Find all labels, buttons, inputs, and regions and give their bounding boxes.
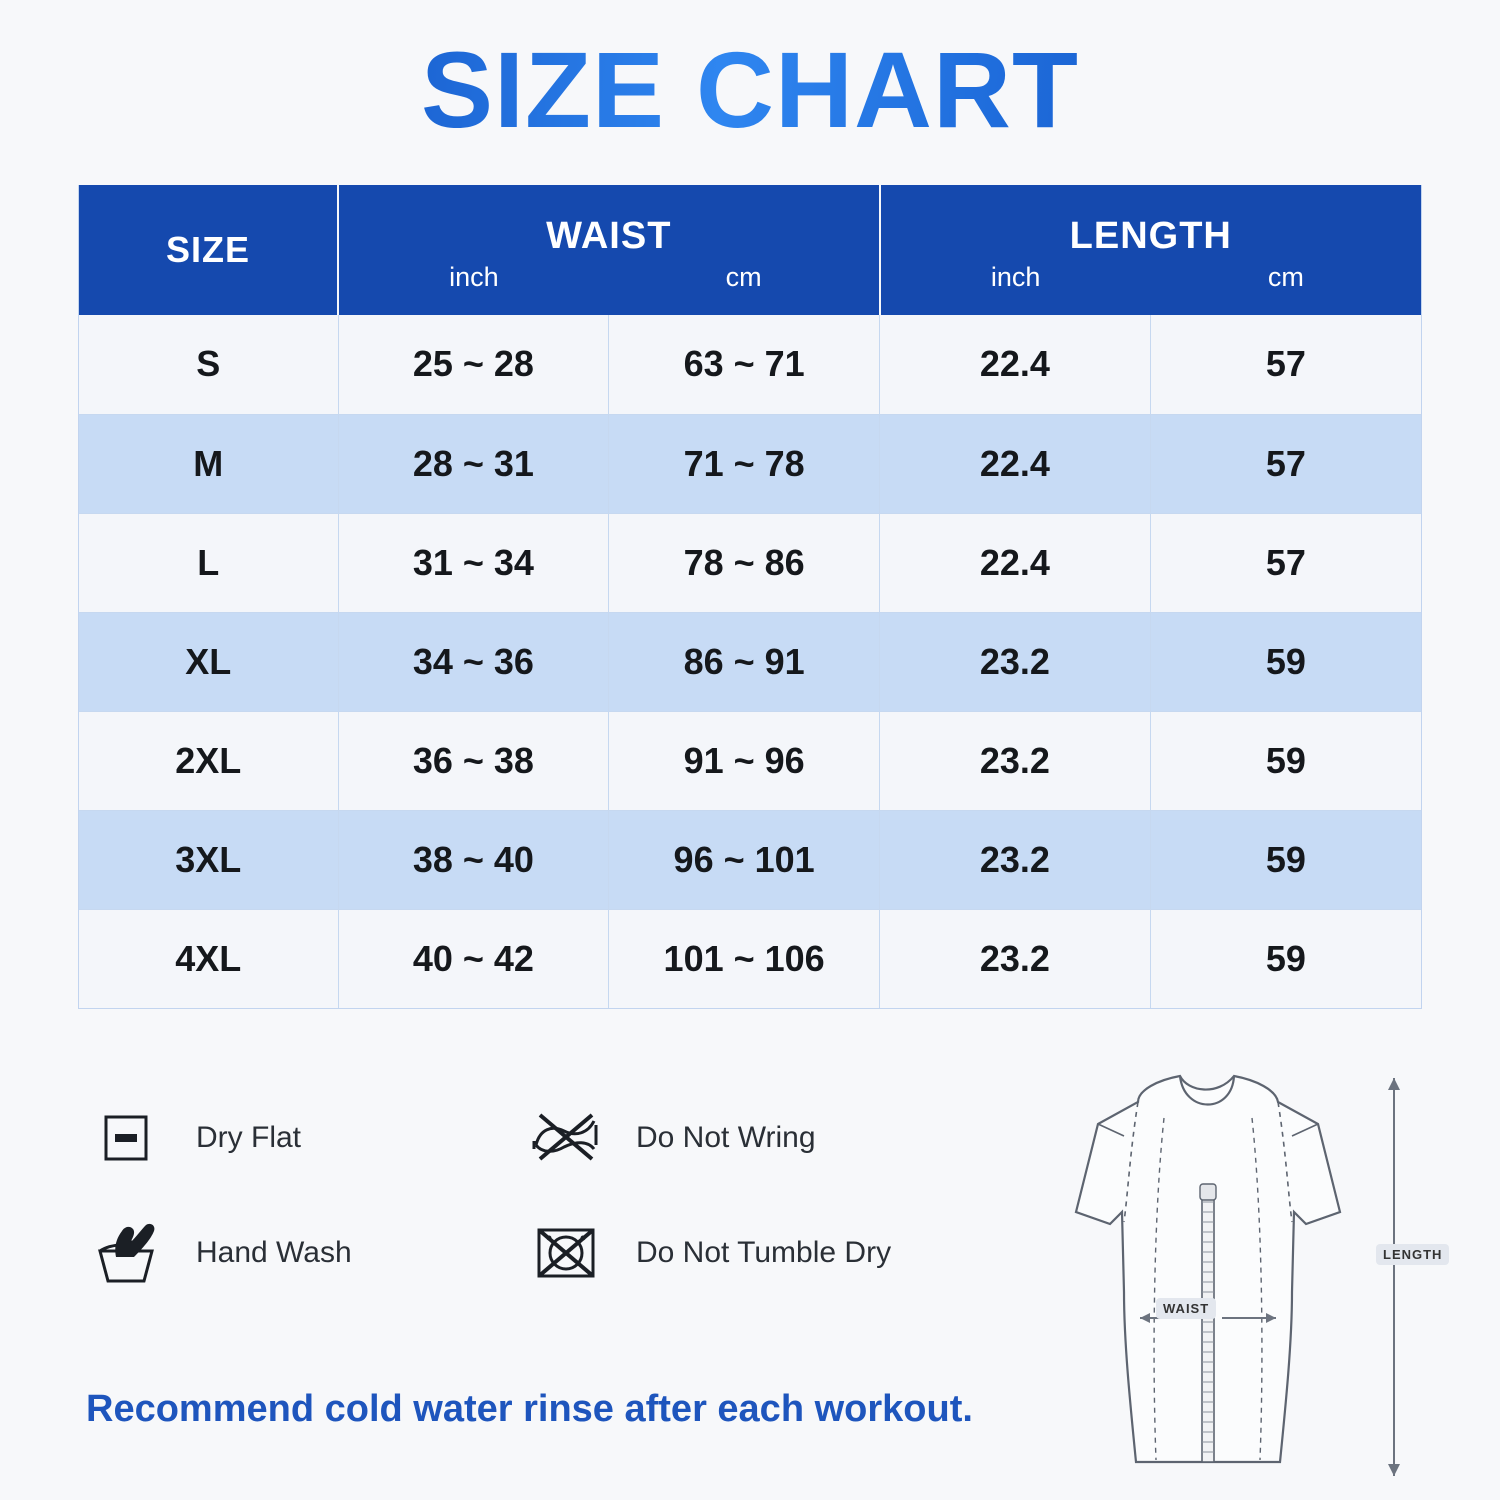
care-item-hand-wash — [78, 1217, 518, 1289]
cell-length-cm: 59 — [1150, 711, 1421, 810]
cell-waist-inch: 34 ~ 36 — [338, 612, 609, 711]
cell-size: 2XL — [79, 711, 338, 810]
care-row — [78, 1217, 958, 1289]
cell-waist-cm: 63 ~ 71 — [609, 315, 880, 414]
cell-length-cm: 57 — [1150, 513, 1421, 612]
care-item-do-not-wring — [518, 1105, 958, 1171]
cell-length-inch: 23.2 — [880, 711, 1151, 810]
column-header-size: SIZE — [79, 185, 338, 315]
length-unit-cm: cm — [1267, 262, 1304, 292]
waist-unit-cm: cm — [725, 262, 762, 292]
cell-length-cm: 57 — [1150, 414, 1421, 513]
table-row — [79, 711, 1421, 810]
cell-waist-inch: 25 ~ 28 — [338, 315, 609, 414]
cell-length-inch: 22.4 — [880, 513, 1151, 612]
waist-group-title: WAIST — [546, 215, 672, 257]
length-group-title: LENGTH — [1069, 215, 1232, 257]
table-row — [79, 513, 1421, 612]
cell-size: 4XL — [79, 909, 338, 1008]
cell-length-inch: 22.4 — [880, 414, 1151, 513]
cell-waist-inch: 28 ~ 31 — [338, 414, 609, 513]
cell-waist-cm: 101 ~ 106 — [609, 909, 880, 1008]
care-label: Hand Wash — [196, 1236, 352, 1269]
care-item-do-not-tumble-dry — [518, 1218, 958, 1288]
cell-size: XL — [79, 612, 338, 711]
waist-units — [339, 262, 879, 315]
size-chart-table — [79, 185, 1421, 1008]
length-unit-inch: inch — [990, 262, 1041, 292]
care-instructions — [78, 1105, 958, 1335]
size-chart-table-wrapper — [78, 185, 1422, 1009]
cell-waist-cm: 96 ~ 101 — [609, 810, 880, 909]
care-note: Recommend cold water rinse after each workout. — [86, 1388, 973, 1430]
cell-length-inch: 22.4 — [880, 315, 1151, 414]
cell-waist-inch: 36 ~ 38 — [338, 711, 609, 810]
column-header-length — [880, 185, 1422, 315]
column-header-waist — [338, 185, 880, 315]
cell-length-inch: 23.2 — [880, 810, 1151, 909]
page-title: SIZE CHART — [0, 0, 1500, 157]
care-label: Dry Flat — [196, 1121, 301, 1154]
table-row — [79, 909, 1421, 1008]
cell-length-cm: 59 — [1150, 909, 1421, 1008]
cell-length-cm: 59 — [1150, 612, 1421, 711]
cell-size: L — [79, 513, 338, 612]
care-label: Do Not Wring — [636, 1121, 816, 1154]
hand-wash-icon — [78, 1217, 174, 1289]
table-row — [79, 315, 1421, 414]
waist-unit-inch: inch — [449, 262, 499, 292]
table-header-row — [79, 185, 1421, 315]
cell-waist-inch: 38 ~ 40 — [338, 810, 609, 909]
cell-size: 3XL — [79, 810, 338, 909]
table-row — [79, 612, 1421, 711]
do-not-wring-icon — [518, 1105, 614, 1171]
cell-length-cm: 57 — [1150, 315, 1421, 414]
table-row — [79, 414, 1421, 513]
waist-measure-tag: WAIST — [1156, 1298, 1216, 1319]
length-measure-tag: LENGTH — [1376, 1244, 1449, 1265]
dry-flat-icon — [78, 1105, 174, 1171]
cell-waist-cm: 71 ~ 78 — [609, 414, 880, 513]
care-item-dry-flat — [78, 1105, 518, 1171]
table-row — [79, 810, 1421, 909]
table-head — [79, 185, 1421, 315]
cell-size: M — [79, 414, 338, 513]
cell-waist-inch: 40 ~ 42 — [338, 909, 609, 1008]
garment-diagram — [988, 1062, 1458, 1492]
cell-waist-inch: 31 ~ 34 — [338, 513, 609, 612]
cell-waist-cm: 86 ~ 91 — [609, 612, 880, 711]
cell-size: S — [79, 315, 338, 414]
length-units — [881, 262, 1422, 315]
cell-length-inch: 23.2 — [880, 909, 1151, 1008]
care-label: Do Not Tumble Dry — [636, 1236, 892, 1269]
cell-waist-cm: 91 ~ 96 — [609, 711, 880, 810]
table-body — [79, 315, 1421, 1008]
care-row — [78, 1105, 958, 1171]
cell-length-cm: 59 — [1150, 810, 1421, 909]
do-not-tumble-dry-icon — [518, 1218, 614, 1288]
cell-waist-cm: 78 ~ 86 — [609, 513, 880, 612]
cell-length-inch: 23.2 — [880, 612, 1151, 711]
